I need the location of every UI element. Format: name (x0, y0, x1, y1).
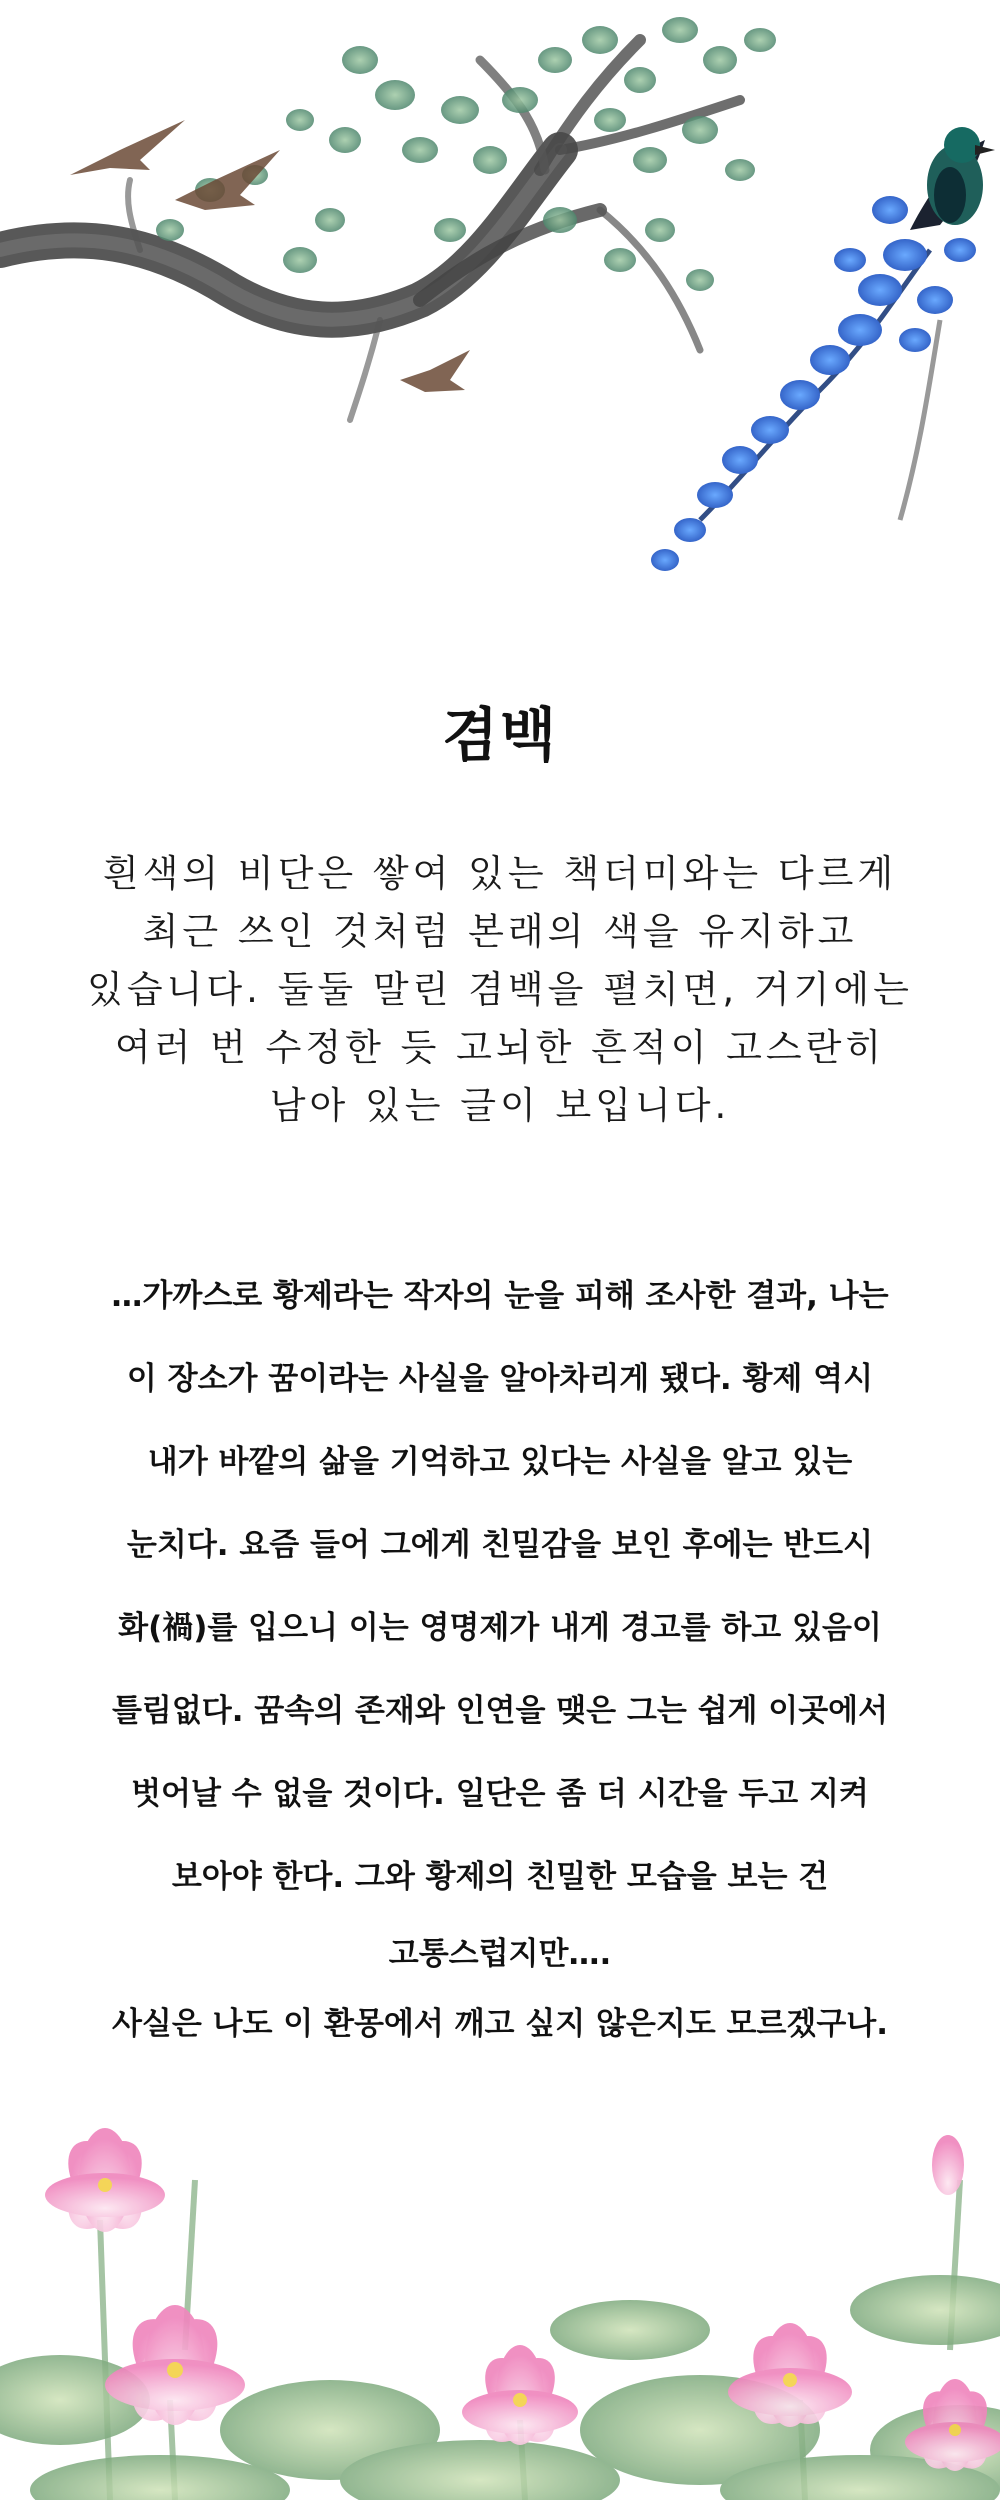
description-line: 있습니다. 둘둘 말린 겸백을 펼치면, 거기에는 (87, 968, 913, 1011)
magpie-bird (910, 127, 995, 230)
passage-line: …가까스로 황제라는 작자의 눈을 피해 조사한 결과, 나는 (111, 1278, 889, 1314)
lotus-pond-illustration (0, 2100, 1000, 2500)
ink-branch-birds-illustration (0, 0, 1000, 640)
description-line: 흰색의 비단은 쌓여 있는 책더미와는 다르게 (102, 852, 898, 895)
branch (0, 40, 740, 420)
passage-line: 사실은 나도 이 환몽에서 깨고 싶지 않은지도 모르겠구나. (111, 2006, 889, 2042)
description-text (80, 845, 920, 1135)
page-title: 겸백 (441, 701, 559, 769)
passage-line: 화(禍)를 입으니 이는 영명제가 내게 경고를 하고 있음이 (118, 1610, 882, 1646)
description-line: 여러 번 수정한 듯 고뇌한 흔적이 고스란히 (114, 1026, 886, 1069)
description-line: 남아 있는 글이 보입니다. (269, 1084, 731, 1127)
passage-line: 벗어날 수 없을 것이다. 일단은 좀 더 시간을 두고 지켜 (131, 1776, 869, 1812)
passage-line: 이 장소가 꿈이라는 사실을 알아차리게 됐다. 황제 역시 (126, 1361, 874, 1397)
passage-line: 보아야 한다. 그와 황제의 친밀한 모습을 보는 건 (171, 1859, 829, 1895)
passage-line: 내가 바깥의 삶을 기억하고 있다는 사실을 알고 있는 (147, 1444, 853, 1480)
description-line: 최근 쓰인 것처럼 본래의 색을 유지하고 (142, 910, 858, 953)
passage-line: 틀림없다. 꿈속의 존재와 인연을 맺은 그는 쉽게 이곳에서 (111, 1693, 889, 1729)
handwritten-passage (60, 1255, 940, 2059)
passage-line: 눈치다. 요즘 들어 그에게 친밀감을 보인 후에는 반드시 (126, 1527, 874, 1563)
passage-line: 고통스럽지만…. (388, 1936, 612, 1972)
